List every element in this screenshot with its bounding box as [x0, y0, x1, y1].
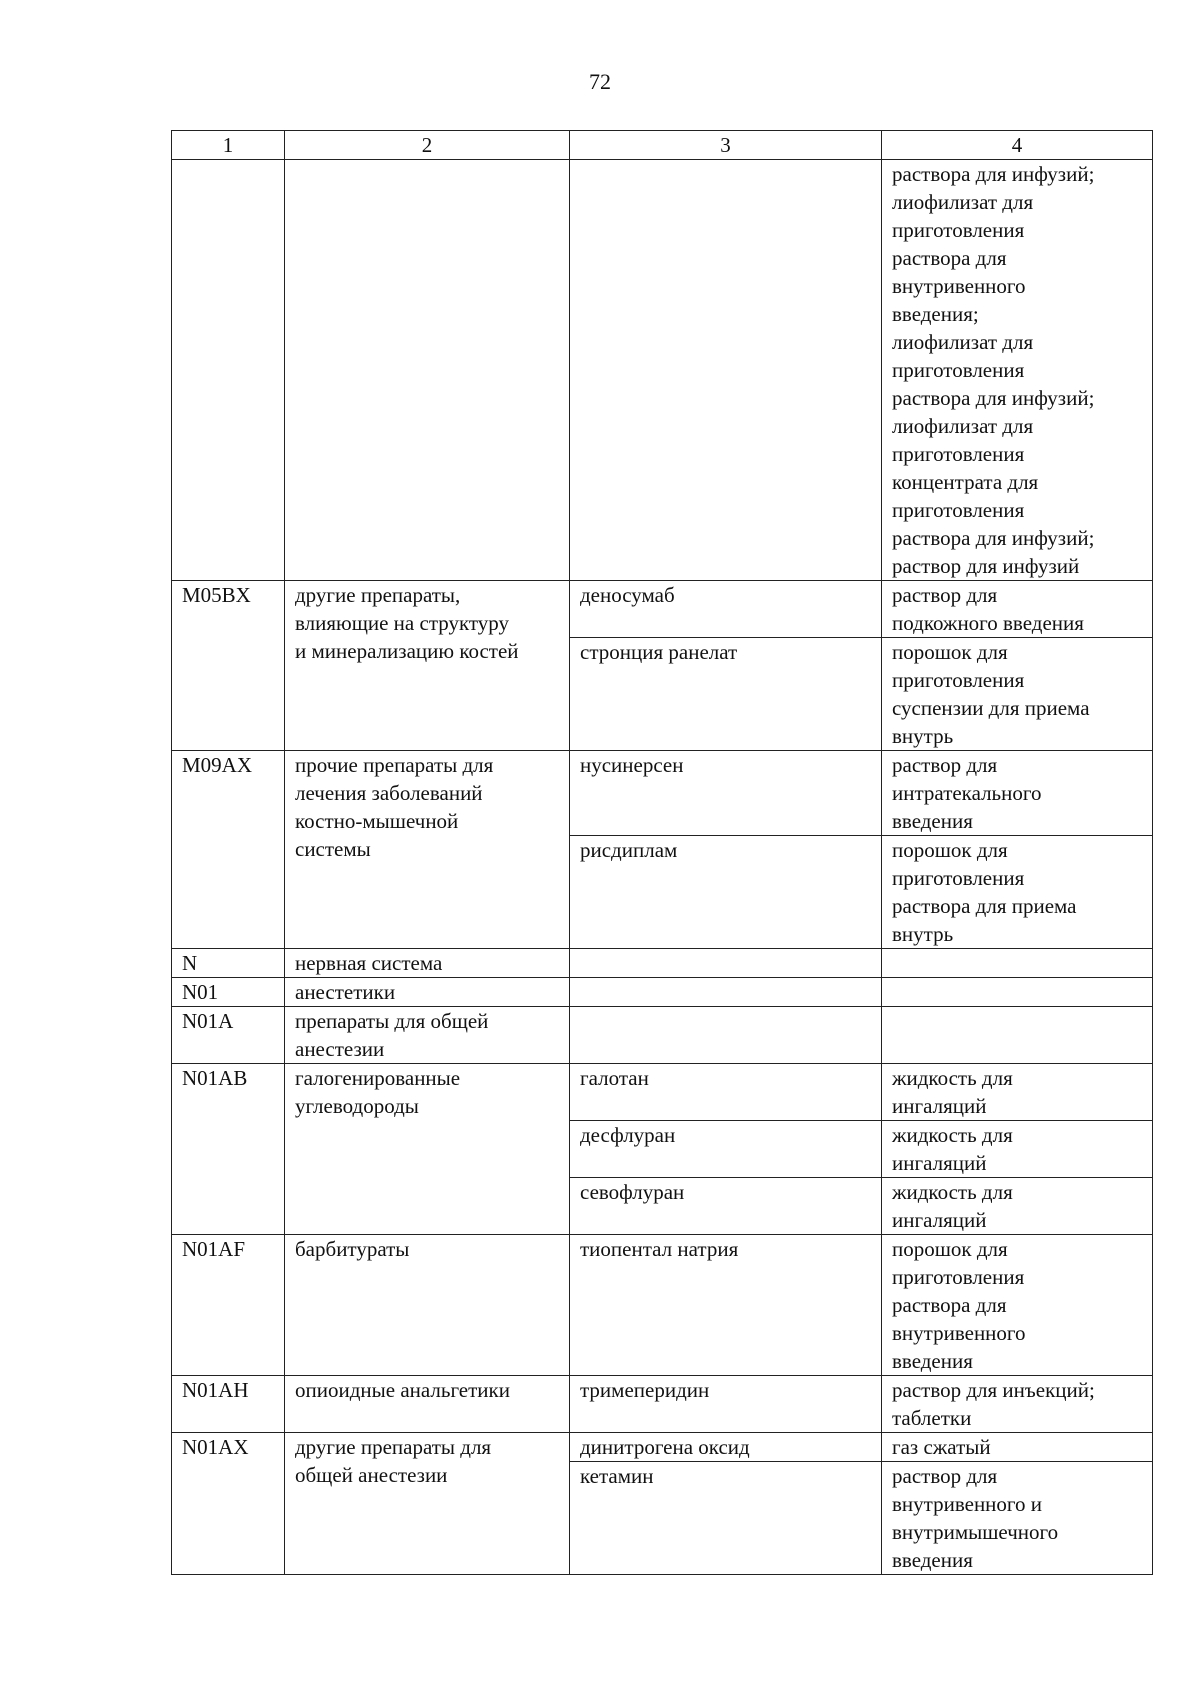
drug-name: галотан: [580, 1066, 649, 1090]
dosage-form-cell: [882, 949, 1153, 978]
drug-name-cell: [570, 1007, 882, 1064]
dosage-form-line: введения: [892, 809, 973, 833]
drug-name: кетамин: [580, 1464, 654, 1488]
table-row: [172, 751, 1153, 836]
atc-code: N01AB: [182, 1066, 248, 1090]
drug-name-cell: [570, 1462, 882, 1575]
column-header: 4: [882, 131, 1153, 160]
dosage-form-line: лиофилизат для: [892, 414, 1034, 438]
group-name-line: влияющие на структуру: [295, 611, 510, 635]
dosage-form-line: приготовления: [892, 442, 1025, 466]
group-name-cell: [285, 1433, 570, 1575]
drug-name-cell: [570, 1064, 882, 1121]
drug-name-cell: [570, 160, 882, 581]
group-name-line: и минерализацию костей: [295, 639, 519, 663]
table-row: [172, 160, 1153, 581]
column-header: 1: [172, 131, 285, 160]
dosage-form-line: лиофилизат для: [892, 330, 1034, 354]
group-name-cell: [285, 1376, 570, 1433]
drug-name-cell: [570, 581, 882, 638]
table-row: [172, 1376, 1153, 1433]
drug-name-cell: [570, 978, 882, 1007]
group-name-line: общей анестезии: [295, 1463, 448, 1487]
header-row: [172, 131, 1153, 160]
code-cell: [172, 978, 285, 1007]
code-cell: [172, 1235, 285, 1376]
dosage-form-line: введения: [892, 1349, 973, 1373]
code-cell: [172, 751, 285, 949]
dosage-form-cell: [882, 836, 1153, 949]
dosage-form-line: приготовления: [892, 1265, 1025, 1289]
column-header: 3: [570, 131, 882, 160]
dosage-form-line: жидкость для: [892, 1180, 1013, 1204]
drug-name-cell: [570, 1121, 882, 1178]
atc-code: M05BX: [182, 583, 251, 607]
dosage-form-line: суспензии для приема: [892, 696, 1090, 720]
atc-code: N: [182, 951, 198, 975]
drug-name: тримеперидин: [580, 1378, 710, 1402]
group-name-line: анестетики: [295, 980, 396, 1004]
group-name-line: опиоидные анальгетики: [295, 1378, 510, 1402]
dosage-form-line: раствор для: [892, 753, 998, 777]
dosage-form-line: внутривенного: [892, 274, 1026, 298]
dosage-form-line: ингаляций: [892, 1094, 987, 1118]
dosage-form-line: внутрь: [892, 922, 954, 946]
code-cell: [172, 949, 285, 978]
atc-code: N01AF: [182, 1237, 246, 1261]
dosage-form-line: порошок для: [892, 838, 1008, 862]
dosage-form-line: раствора для: [892, 246, 1007, 270]
group-name-line: другие препараты для: [295, 1435, 492, 1459]
drug-name: рисдиплам: [580, 838, 678, 862]
drug-name-cell: [570, 1235, 882, 1376]
drug-table: [171, 130, 1153, 1575]
column-header: 2: [285, 131, 570, 160]
drug-name: стронция ранелат: [580, 640, 738, 664]
table-body: [172, 160, 1153, 1575]
atc-code: N01AH: [182, 1378, 249, 1402]
group-name-line: углеводороды: [295, 1094, 419, 1118]
dosage-form-line: раствора для приема: [892, 894, 1077, 918]
dosage-form-cell: [882, 160, 1153, 581]
dosage-form-cell: [882, 978, 1153, 1007]
dosage-form-line: приготовления: [892, 218, 1025, 242]
drug-name-cell: [570, 949, 882, 978]
drug-name: нусинерсен: [580, 753, 684, 777]
drug-name: десфлуран: [580, 1123, 676, 1147]
group-name-line: нервная система: [295, 951, 443, 975]
atc-code: N01A: [182, 1009, 234, 1033]
dosage-form-line: лиофилизат для: [892, 190, 1034, 214]
table-row: [172, 1007, 1153, 1064]
group-name-line: костно-мышечной: [295, 809, 459, 833]
dosage-form-line: жидкость для: [892, 1066, 1013, 1090]
code-cell: [172, 1064, 285, 1235]
dosage-form-line: порошок для: [892, 1237, 1008, 1261]
group-name-line: препараты для общей: [295, 1009, 489, 1033]
dosage-form-cell: [882, 1178, 1153, 1235]
group-name-cell: [285, 1235, 570, 1376]
code-cell: [172, 1007, 285, 1064]
dosage-form-line: жидкость для: [892, 1123, 1013, 1147]
group-name-line: другие препараты,: [295, 583, 461, 607]
dosage-form-line: раствора для: [892, 1293, 1007, 1317]
dosage-form-line: газ сжатый: [892, 1435, 991, 1459]
drug-name-cell: [570, 751, 882, 836]
dosage-form-line: интратекального: [892, 781, 1042, 805]
dosage-form-line: внутривенного: [892, 1321, 1026, 1345]
table-row: [172, 581, 1153, 638]
table-row: [172, 1433, 1153, 1462]
table-row: [172, 949, 1153, 978]
group-name-cell: [285, 751, 570, 949]
dosage-form-line: приготовления: [892, 358, 1025, 382]
dosage-form-line: приготовления: [892, 866, 1025, 890]
dosage-form-line: внутривенного и: [892, 1492, 1042, 1516]
dosage-form-line: раствор для: [892, 583, 998, 607]
dosage-form-line: ингаляций: [892, 1151, 987, 1175]
atc-code: N01: [182, 980, 219, 1004]
dosage-form-line: раствор для инфузий: [892, 554, 1080, 578]
dosage-form-line: концентрата для: [892, 470, 1039, 494]
drug-name: динитрогена оксид: [580, 1435, 750, 1459]
dosage-form-cell: [882, 638, 1153, 751]
dosage-form-cell: [882, 1433, 1153, 1462]
dosage-form-line: внутримышечного: [892, 1520, 1059, 1544]
group-name-line: системы: [295, 837, 371, 861]
dosage-form-line: таблетки: [892, 1406, 972, 1430]
atc-code: N01AX: [182, 1435, 249, 1459]
drug-name-cell: [570, 836, 882, 949]
dosage-form-cell: [882, 751, 1153, 836]
atc-code: M09AX: [182, 753, 253, 777]
dosage-form-cell: [882, 1064, 1153, 1121]
page-number: 72: [589, 69, 611, 94]
drug-name: севофлуран: [580, 1180, 685, 1204]
dosage-form-line: подкожного введения: [892, 611, 1084, 635]
code-cell: [172, 1433, 285, 1575]
drug-name: деносумаб: [580, 583, 675, 607]
code-cell: [172, 160, 285, 581]
group-name-cell: [285, 949, 570, 978]
group-name-line: анестезии: [295, 1037, 385, 1061]
group-name-line: барбитураты: [295, 1237, 410, 1261]
dosage-form-line: внутрь: [892, 724, 954, 748]
group-name-line: прочие препараты для: [295, 753, 494, 777]
table-row: [172, 1235, 1153, 1376]
dosage-form-cell: [882, 1007, 1153, 1064]
dosage-form-line: введения: [892, 1548, 973, 1572]
group-name-line: галогенированные: [295, 1066, 461, 1090]
dosage-form-line: раствор для инъекций;: [892, 1378, 1095, 1402]
code-cell: [172, 581, 285, 751]
group-name-line: лечения заболеваний: [295, 781, 483, 805]
group-name-cell: [285, 978, 570, 1007]
dosage-form-line: приготовления: [892, 498, 1025, 522]
dosage-form-line: раствора для инфузий;: [892, 386, 1095, 410]
code-cell: [172, 1376, 285, 1433]
dosage-form-line: порошок для: [892, 640, 1008, 664]
group-name-cell: [285, 1064, 570, 1235]
group-name-cell: [285, 160, 570, 581]
group-name-cell: [285, 581, 570, 751]
drug-name-cell: [570, 1376, 882, 1433]
dosage-form-cell: [882, 1376, 1153, 1433]
table-row: [172, 1064, 1153, 1121]
drug-name: тиопентал натрия: [580, 1237, 739, 1261]
dosage-form-line: приготовления: [892, 668, 1025, 692]
dosage-form-line: раствора для инфузий;: [892, 162, 1095, 186]
dosage-form-line: ингаляций: [892, 1208, 987, 1232]
dosage-form-cell: [882, 1235, 1153, 1376]
dosage-form-line: раствор для: [892, 1464, 998, 1488]
dosage-form-cell: [882, 1121, 1153, 1178]
drug-name-cell: [570, 638, 882, 751]
dosage-form-line: введения;: [892, 302, 979, 326]
group-name-cell: [285, 1007, 570, 1064]
drug-name-cell: [570, 1433, 882, 1462]
table-row: [172, 978, 1153, 1007]
dosage-form-line: раствора для инфузий;: [892, 526, 1095, 550]
drug-name-cell: [570, 1178, 882, 1235]
dosage-form-cell: [882, 1462, 1153, 1575]
dosage-form-cell: [882, 581, 1153, 638]
